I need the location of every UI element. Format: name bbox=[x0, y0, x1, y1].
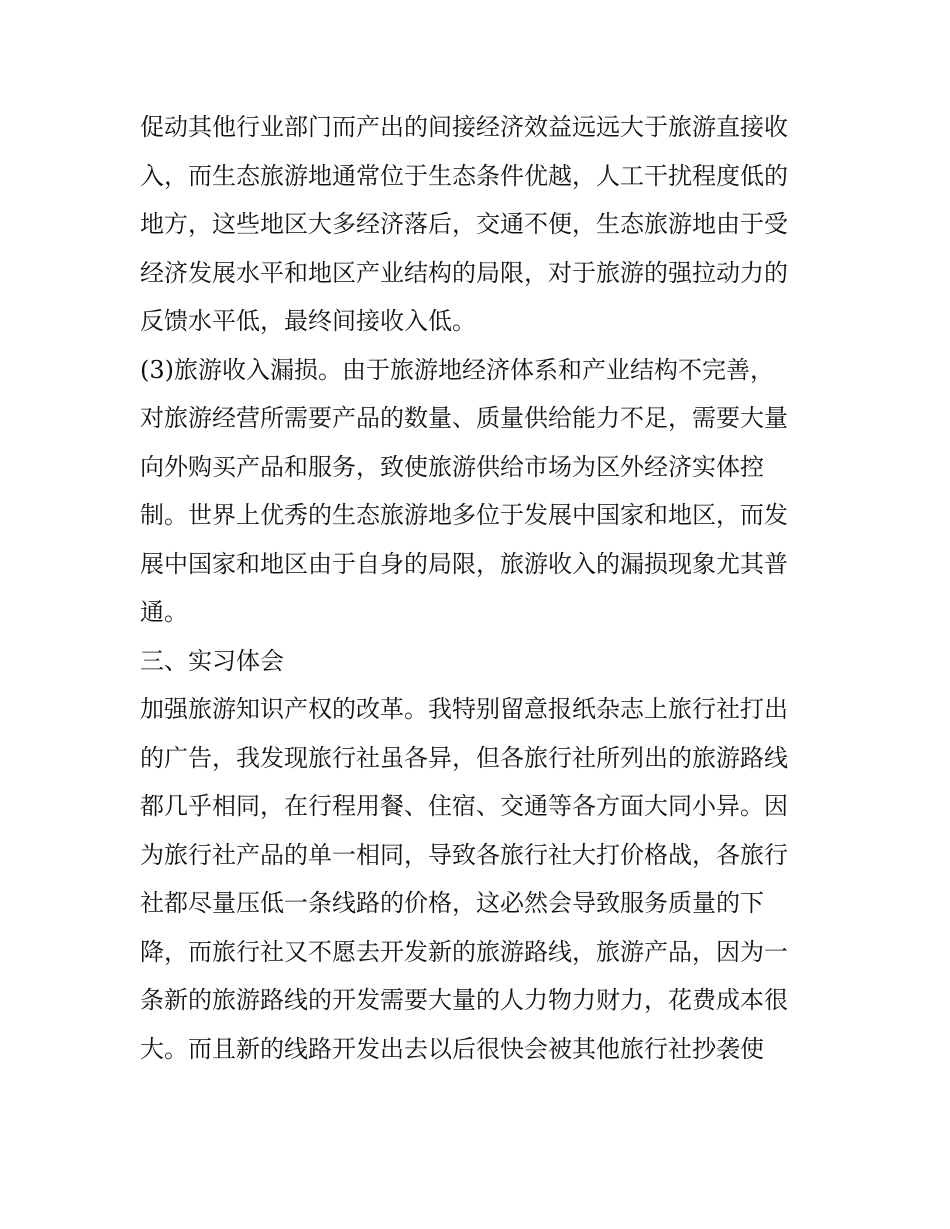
text-line: 促动其他行业部门而产出的间接经济效益远远大于旅游直接收 bbox=[140, 113, 788, 141]
text-line: 条新的旅游路线的开发需要大量的人力物力财力，花费成本很 bbox=[140, 986, 788, 1014]
text-line: 向外购买产品和服务，致使旅游供给市场为区外经济实体控 bbox=[140, 452, 764, 481]
text-line: 社都尽量压低一条线路的价格，这必然会导致服务质量的下 bbox=[140, 889, 764, 917]
text-line: 为旅行社产品的单一相同，导致各旅行社大打价格战，各旅行 bbox=[140, 840, 788, 869]
text-line: 的广告，我发现旅行社虽各异，但各旅行社所列出的旅游路线 bbox=[140, 743, 788, 772]
text-line: 经济发展水平和地区产业结构的局限，对于旅游的强拉动力的 bbox=[140, 258, 788, 287]
text-line: 展中国家和地区由于自身的局限，旅游收入的漏损现象尤其普 bbox=[140, 549, 788, 578]
body-text bbox=[140, 103, 830, 1073]
text-line: 制。世界上优秀的生态旅游地多位于发展中国家和地区，而发 bbox=[140, 501, 788, 529]
text-line: 通。 bbox=[140, 598, 188, 626]
text-line: 大。而且新的线路开发出去以后很快会被其他旅行社抄袭使 bbox=[140, 1034, 764, 1063]
section-heading: 三、实习体会 bbox=[140, 646, 284, 675]
text-line: 对旅游经营所需要产品的数量、质量供给能力不足，需要大量 bbox=[140, 404, 788, 432]
text-line: 降，而旅行社又不愿去开发新的旅游路线，旅游产品，因为一 bbox=[140, 937, 788, 966]
text-line: 都几乎相同，在行程用餐、住宿、交通等各方面大同小异。因 bbox=[140, 792, 788, 820]
text-line: 反馈水平低，最终间接收入低。 bbox=[140, 307, 476, 335]
text-line: (3)旅游收入漏损。由于旅游地经济体系和产业结构不完善， bbox=[140, 355, 774, 384]
text-line: 地方，这些地区大多经济落后，交通不便，生态旅游地由于受 bbox=[140, 210, 788, 238]
text-line: 入，而生态旅游地通常位于生态条件优越，人工干扰程度低的 bbox=[140, 161, 788, 190]
text-line: 加强旅游知识产权的改革。我特别留意报纸杂志上旅行社打出 bbox=[140, 695, 788, 723]
